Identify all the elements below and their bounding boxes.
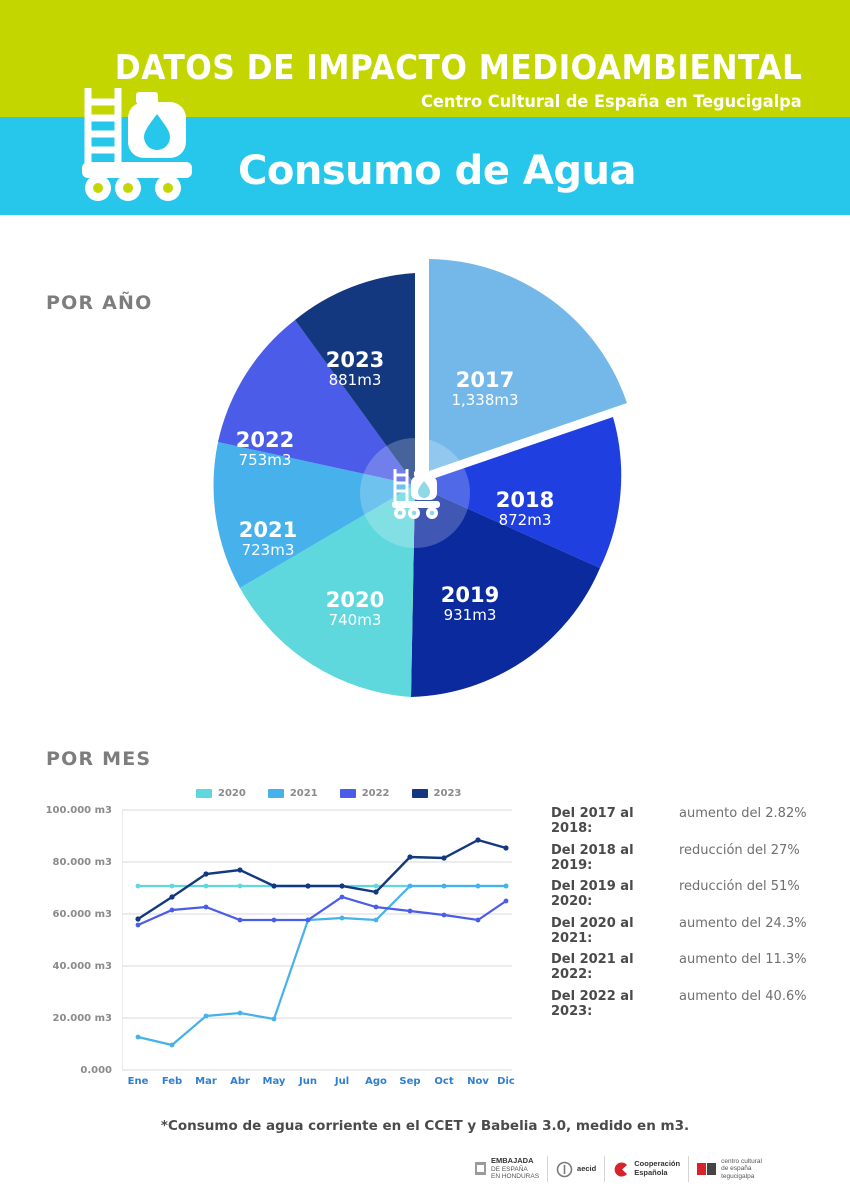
line-chart-por-mes xyxy=(46,778,516,1098)
water-truck-icon xyxy=(36,70,208,210)
legend-swatch-2022 xyxy=(340,789,356,798)
legend-swatch-2020 xyxy=(196,789,212,798)
stat-change: reducción del 51% xyxy=(679,879,800,894)
water-truck-icon-center xyxy=(381,463,449,521)
aecid-mark-icon xyxy=(556,1161,573,1178)
pie-label-2019: 2019 931m3 xyxy=(440,583,500,625)
logo-line3: EN HONDURAS xyxy=(491,1173,540,1181)
page-title: DATOS DE IMPACTO MEDIOAMBIENTAL xyxy=(114,48,802,88)
stat-period: Del 2017 al 2018: xyxy=(551,806,634,836)
stat-period: Del 2022 al 2023: xyxy=(551,988,634,1019)
pie-label-2017: 2017 1,338m3 xyxy=(451,368,519,410)
pie-label-2022: 2022 753m3 xyxy=(235,428,295,470)
stat-change: reducción del 27% xyxy=(679,842,800,858)
stat-period: Del 2018 al 2019: xyxy=(551,842,634,873)
yearly-change-list xyxy=(551,806,807,1025)
stat-row xyxy=(551,916,807,946)
x-tick-jul: Jul xyxy=(334,1076,350,1087)
x-tick-may: May xyxy=(262,1076,286,1087)
x-tick-abr: Abr xyxy=(230,1076,250,1087)
logo-line3: tegucigalpa xyxy=(721,1172,755,1180)
legend-label-2022: 2022 xyxy=(361,788,390,799)
stat-change: aumento del 24.3% xyxy=(679,915,807,931)
stat-row xyxy=(551,879,807,909)
x-tick-nov: Nov xyxy=(467,1076,489,1087)
logo-line1: EMBAJADA xyxy=(491,1156,534,1166)
stat-row xyxy=(551,989,807,1019)
label-por-anio: POR AÑO xyxy=(46,292,153,314)
legend-label-2021: 2021 xyxy=(289,788,318,799)
logo-line1: Cooperación xyxy=(634,1159,681,1169)
pie-label-2020: 2020 740m3 xyxy=(325,588,385,630)
stat-period: Del 2021 al 2022: xyxy=(551,952,634,982)
pie-chart-por-anio xyxy=(205,258,645,713)
y-tick-100000: 100.000 m3 xyxy=(45,805,112,816)
y-tick-0: 0.000 xyxy=(80,1065,112,1076)
legend-item-2023 xyxy=(412,788,462,799)
logo-embajada-espana-honduras xyxy=(466,1154,547,1184)
stat-change: aumento del 11.3% xyxy=(679,952,807,967)
label-por-mes: POR MES xyxy=(46,748,152,770)
x-tick-ago: Ago xyxy=(365,1076,387,1087)
stat-row xyxy=(551,843,807,873)
x-tick-oct: Oct xyxy=(434,1076,454,1087)
x-tick-sep: Sep xyxy=(399,1076,421,1087)
logo-cooperacion-espanola xyxy=(605,1154,688,1184)
stat-period: Del 2019 al 2020: xyxy=(551,879,634,909)
logo-line2: DE ESPAÑA xyxy=(491,1165,528,1173)
stat-row xyxy=(551,806,807,836)
x-tick-ene: Ene xyxy=(127,1076,149,1087)
logo-ccet xyxy=(689,1154,770,1184)
legend-label-2023: 2023 xyxy=(433,788,462,799)
footnote: *Consumo de agua corriente en el CCET y Babelia 3.0, medido en m3. xyxy=(160,1118,690,1134)
pie-label-2023: 2023 881m3 xyxy=(325,348,385,390)
line-chart-legend xyxy=(196,788,461,799)
pie-label-2018: 2018 872m3 xyxy=(495,488,555,530)
line-series-2022 xyxy=(138,897,506,925)
section-heading-water: Consumo de Agua xyxy=(238,148,636,194)
legend-swatch-2021 xyxy=(268,789,284,798)
y-tick-60000: 60.000 m3 xyxy=(52,909,112,920)
pie-label-2021: 2021 723m3 xyxy=(238,518,298,560)
logo-aecid xyxy=(548,1154,604,1184)
legend-swatch-2023 xyxy=(412,789,428,798)
line-chart-svg xyxy=(122,808,512,1073)
logo-line1: aecid xyxy=(577,1163,597,1173)
legend-label-2020: 2020 xyxy=(218,788,246,799)
y-tick-80000: 80.000 m3 xyxy=(52,857,112,868)
logo-line1: centro cultural xyxy=(721,1157,762,1165)
x-tick-jun: Jun xyxy=(299,1076,317,1087)
cooperacion-mark-icon xyxy=(613,1161,630,1178)
y-tick-20000: 20.000 m3 xyxy=(52,1013,112,1024)
legend-item-2020 xyxy=(196,788,246,799)
logo-line2: Española xyxy=(634,1168,668,1177)
logo-line2: de españa xyxy=(721,1165,752,1173)
x-tick-feb: Feb xyxy=(161,1076,183,1087)
logo-bar xyxy=(466,1150,806,1188)
page-subtitle: Centro Cultural de España en Tegucigalpa xyxy=(421,92,802,112)
ccet-mark-icon xyxy=(697,1162,717,1176)
legend-item-2022 xyxy=(340,788,390,799)
coat-of-arms-icon xyxy=(474,1159,487,1179)
legend-item-2021 xyxy=(268,788,318,799)
y-tick-40000: 40.000 m3 xyxy=(52,961,112,972)
stat-change: aumento del 2.82% xyxy=(679,806,807,821)
stat-change: aumento del 40.6% xyxy=(679,988,807,1004)
stat-period: Del 2020 al 2021: xyxy=(551,915,634,946)
stat-row xyxy=(551,952,807,982)
x-tick-mar: Mar xyxy=(195,1076,217,1087)
x-tick-dic: Dic xyxy=(497,1076,515,1087)
